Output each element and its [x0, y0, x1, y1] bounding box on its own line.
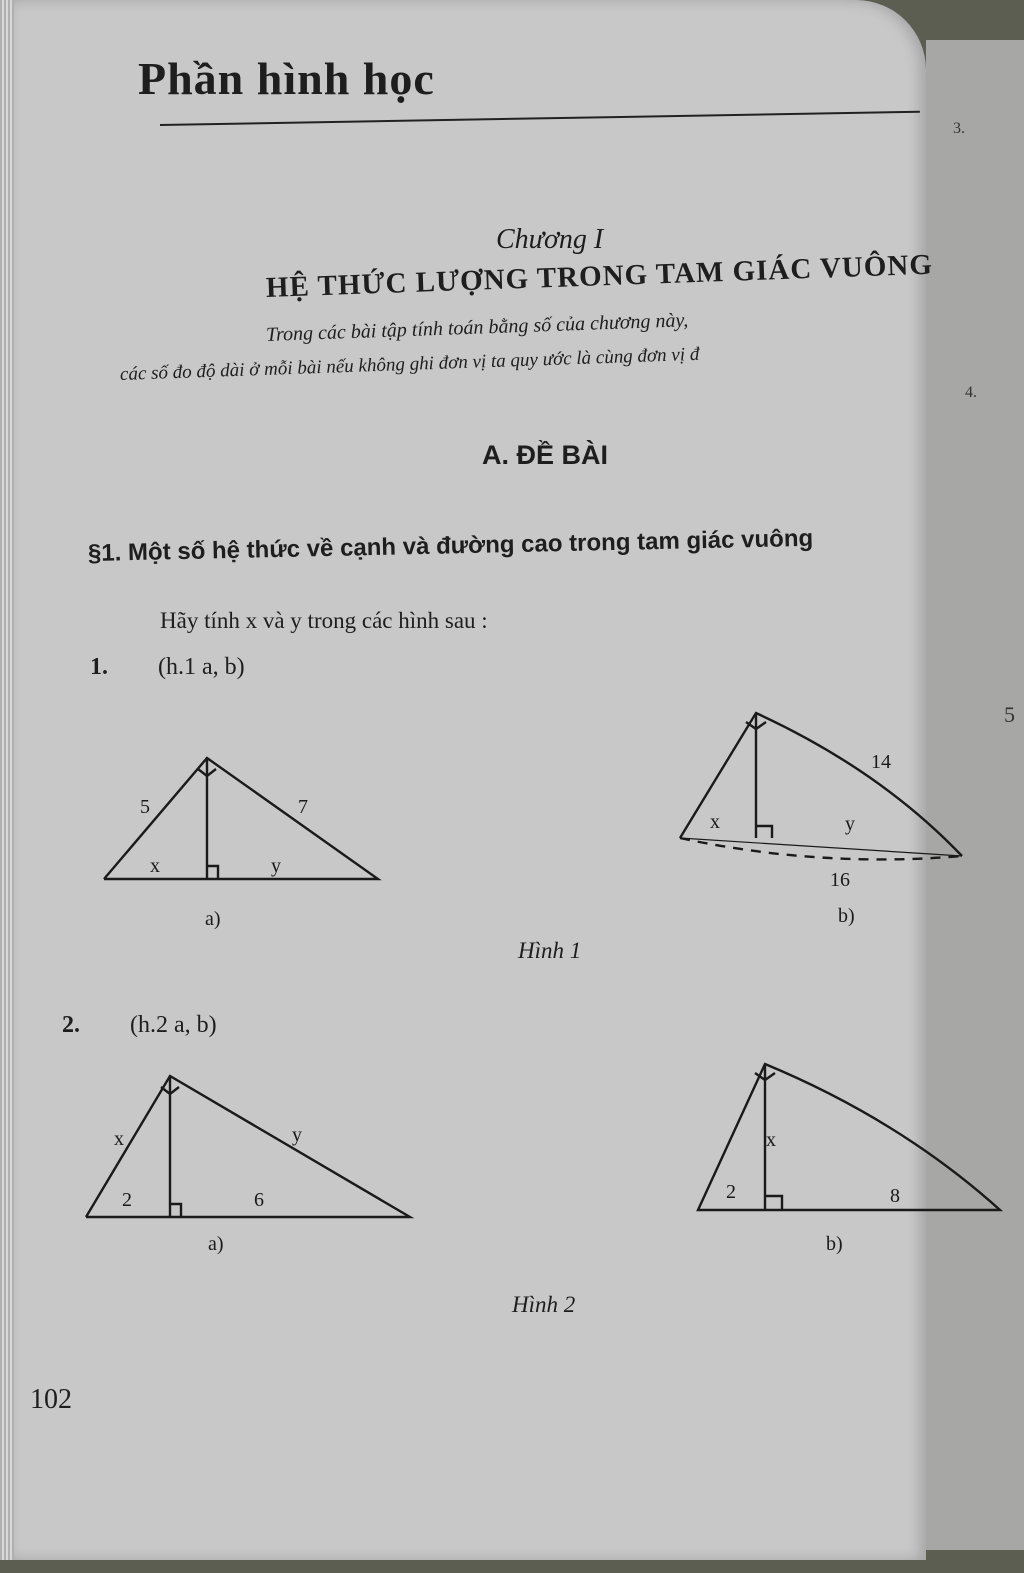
side-label: x — [710, 811, 720, 833]
instruction-text: Hãy tính x và y trong các hình sau : — [160, 608, 488, 633]
side-label: x — [766, 1129, 776, 1151]
side-label: 2 — [726, 1181, 736, 1203]
side-label: 5 — [140, 796, 150, 818]
triangle-2b — [698, 1064, 1000, 1210]
side-label: 7 — [298, 796, 308, 818]
chapter-title: HỆ THỨC LƯỢNG TRONG TAM GIÁC VUÔNG — [265, 248, 934, 304]
intro-line-1: Trong các bài tập tính toán bằng số của chương này, — [265, 309, 689, 346]
section-title: A. ĐỀ BÀI — [482, 440, 609, 470]
exercise-1-number: 1. — [90, 654, 108, 680]
figure-label: a) — [208, 1233, 224, 1255]
figure-caption-2: Hình 2 — [512, 1292, 576, 1317]
side-label: 14 — [871, 751, 891, 773]
figure-label: a) — [205, 908, 221, 930]
page-number: 102 — [30, 1384, 72, 1415]
chapter-label: Chương I — [496, 224, 604, 255]
side-label: x — [114, 1128, 124, 1150]
figure-label: b) — [838, 905, 855, 927]
figure-caption-1: Hình 1 — [518, 938, 582, 963]
right-angle-mark-foot — [765, 1196, 782, 1210]
intro-line-2: các số đo độ dài ở mỗi bài nếu không ghi đơn vị ta quy ước là cùng đơn vị đ — [119, 343, 700, 385]
side-label: 6 — [254, 1189, 264, 1211]
side-label: y — [271, 855, 281, 877]
part-title: Phần hình học — [138, 53, 435, 104]
side-label: y — [292, 1124, 302, 1146]
exercise-2-reference: (h.2 a, b) — [130, 1012, 217, 1038]
side-label: 16 — [830, 869, 850, 891]
figure-label: b) — [826, 1233, 843, 1255]
side-label: 8 — [890, 1185, 900, 1207]
side-label: 2 — [122, 1189, 132, 1211]
side-label: y — [845, 813, 855, 835]
lesson-title: §1. Một số hệ thức về cạnh và đường cao trong tam giác vuông — [87, 524, 814, 567]
exercise-2-number: 2. — [62, 1012, 80, 1038]
margin-number-4: 4. — [965, 384, 977, 401]
margin-number-3: 3. — [953, 120, 965, 137]
side-label: x — [150, 855, 160, 877]
margin-number-5: 5 — [1004, 702, 1015, 727]
exercise-1-reference: (h.1 a, b) — [158, 654, 245, 680]
